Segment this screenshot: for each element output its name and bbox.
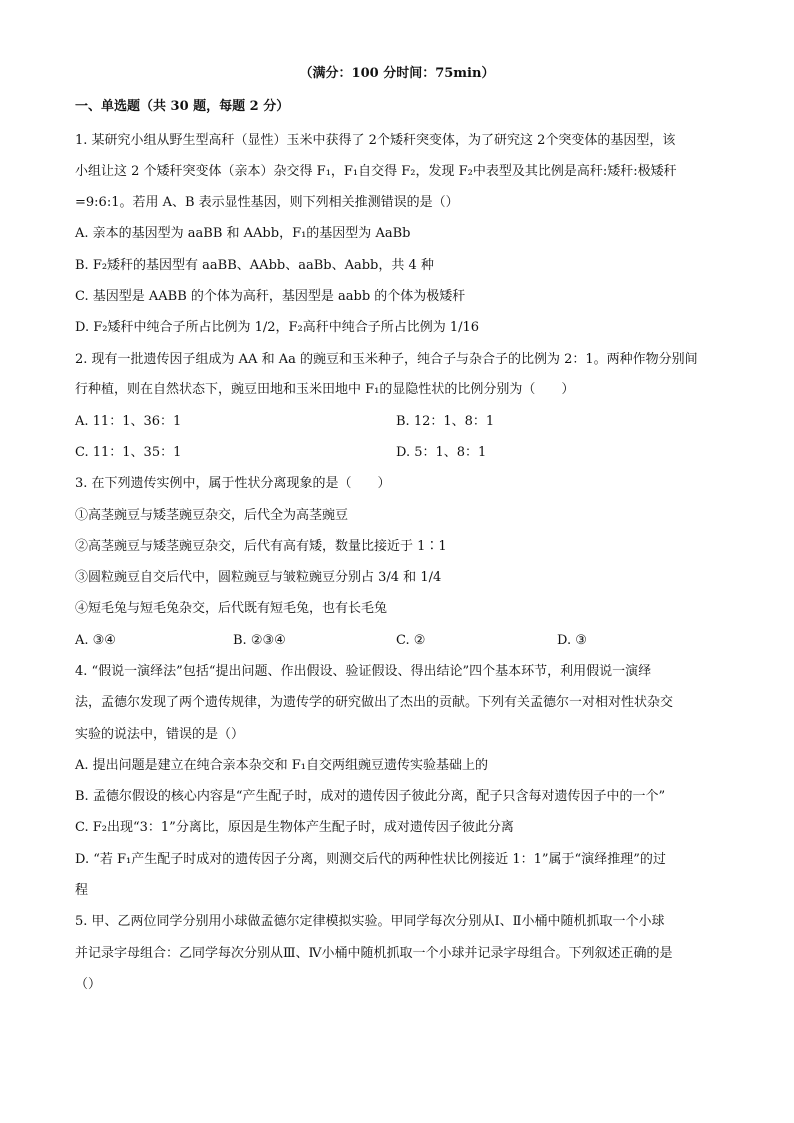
exam-info: （满分：100 分时间：75min） [299,66,495,81]
question-3-item-3: ③圆粒豌豆自交后代中，圆粒豌豆与皱粒豌豆分别占 3/4 和 1/4 [75,570,442,585]
question-4-line-2: 法，孟德尔发现了两个遗传规律，为遗传学的研究做出了杰出的贡献。下列有关孟德尔一对相对性状杂交 [75,695,674,710]
question-5-line-2: 并记录字母组合：乙同学每次分别从Ⅲ、Ⅳ小桶中随机抓取一个小球并记录字母组合。下列叙述正确的是 [75,946,673,961]
question-1-option-d: D. F₂矮秆中纯合子所占比例为 1/2，F₂高秆中纯合子所占比例为 1/16 [75,320,480,335]
question-1-option-c: C. 基因型是 AABB 的个体为高秆，基因型是 aabb 的个体为极矮秆 [75,289,466,304]
question-4-option-b: B. 孟德尔假设的核心内容是“产生配子时，成对的遗传因子彼此分离，配子只含每对遗传因子中的一个” [75,789,666,804]
question-2-option-c: C. 11：1、35：1 [75,445,182,460]
question-2-option-a: A. 11：1、36：1 [75,414,182,429]
question-1-option-a: A. 亲本的基因型为 aaBB 和 AAbb，F₁的基因型为 AaBb [75,226,411,241]
question-5-line-3: （） [75,977,102,992]
section-title: 一、单选题（共 30 题，每题 2 分） [75,99,290,114]
question-1-option-b: B. F₂矮秆的基因型有 aaBB、AAbb、aaBb、Aabb，共 4 种 [75,258,434,273]
question-2-option-b: B. 12：1、8：1 [396,414,495,429]
question-2-line-2: 行种植，则在自然状态下，豌豆田地和玉米田地中 F₁的显隐性状的比例分别为（ ） [75,382,575,397]
question-3-item-1: ①高茎豌豆与矮茎豌豆杂交，后代全为高茎豌豆 [75,508,349,523]
question-3-option-d: D. ③ [557,633,587,648]
question-4-option-d-continued: 程 [75,883,89,898]
question-4-line-1: 4. “假说一演绎法”包括“提出问题、作出假设、验证假设、得出结论”四个基本环节，利用假说一演绎 [75,664,652,679]
question-1-line-1: 1. 某研究小组从野生型高秆（显性）玉米中获得了 2个矮秆突变体，为了研究这 2个突变体的基因型，该 [75,133,676,148]
question-2-line-1: 2. 现有一批遗传因子组成为 AA 和 Aa 的豌豆和玉米种子，纯合子与杂合子的比例为 2：1。两种作物分别间 [75,352,698,367]
question-3-item-4: ④短毛兔与短毛兔杂交，后代既有短毛兔，也有长毛兔 [75,601,388,616]
question-3-line-1: 3. 在下列遗传实例中，属于性状分离现象的是（ ） [75,476,391,491]
question-3-option-b: B. ②③④ [233,633,286,648]
question-3-item-2: ②高茎豌豆与矮茎豌豆杂交，后代有高有矮，数量比接近于 1∶1 [75,539,447,554]
question-3-option-c: C. ② [396,633,426,648]
question-1-line-3: =9:6:1。若用 A、B 表示显性基因，则下列相关推测错误的是（） [75,195,459,210]
question-4-line-3: 实验的说法中，错误的是（） [75,727,245,742]
question-3-option-a: A. ③④ [75,633,116,648]
question-4-option-a: A. 提出问题是建立在纯合亲本杂交和 F₁自交两组豌豆遗传实验基础上的 [75,758,489,773]
question-4-option-d: D. “若 F₁产生配子时成对的遗传因子分离，则测交后代的两种性状比例接近 1：1”属于“演绎推理”的过 [75,852,666,867]
question-2-option-d: D. 5：1、8：1 [396,445,487,460]
question-5-line-1: 5. 甲、乙两位同学分别用小球做孟德尔定律模拟实验。甲同学每次分别从Ⅰ、Ⅱ小桶中随机抓取一个小球 [75,914,665,929]
question-1-line-2: 小组让这 2 个矮秆突变体（亲本）杂交得 F₁，F₁自交得 F₂，发现 F₂中表型及其比例是高秆:矮秆:极矮秆 [75,164,677,179]
question-4-option-c: C. F₂出现“3：1”分离比，原因是生物体产生配子时，成对遗传因子彼此分离 [75,820,514,835]
